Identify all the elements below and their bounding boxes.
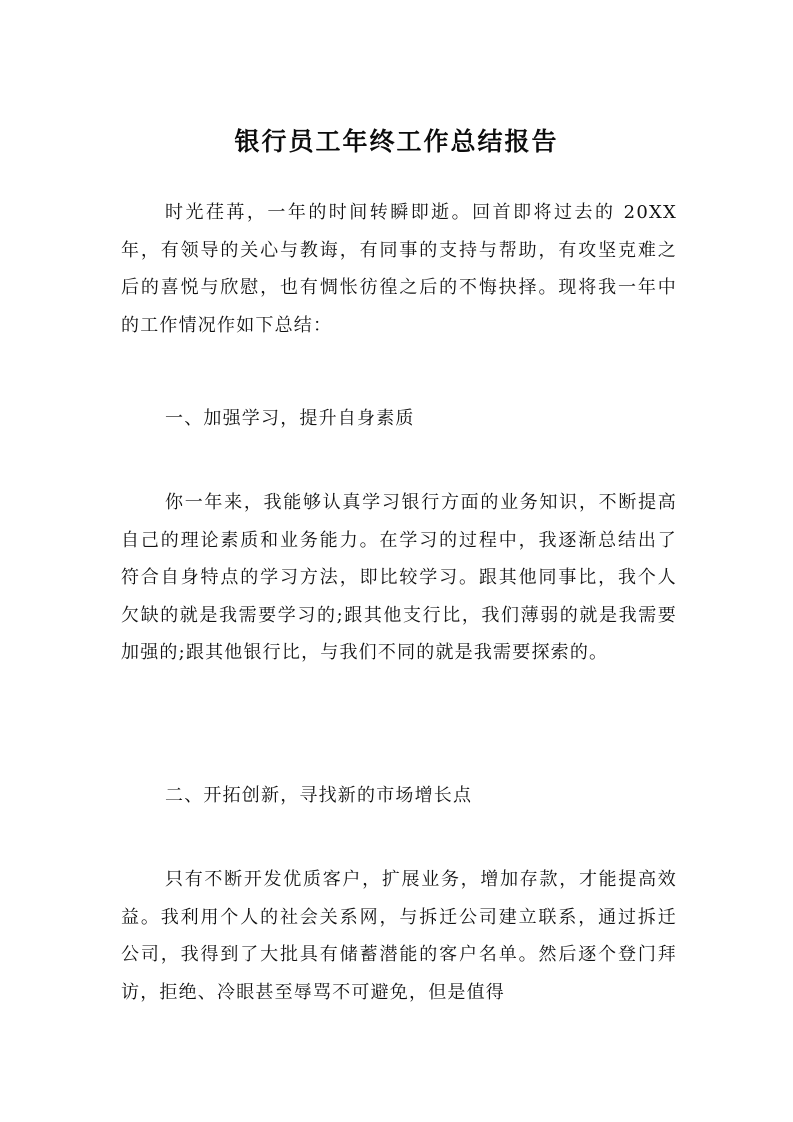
section-heading-1: 一、加强学习，提升自身素质 — [165, 408, 415, 429]
section-1-paragraph: 你一年来，我能够认真学习银行方面的业务知识，不断提高自己的理论素质和业务能力。在学习的过程中，我逐渐总结出了符合自身特点的学习方法，即比较学习。跟其他同事比，我个人欠缺的就是我需要学习的;跟其他支行比，我们薄弱的就是我需要加强的;跟其他银行比，与我们不同的就是我需要探索的。 — [121, 492, 677, 664]
intro-paragraph: 时光荏苒，一年的时间转瞬即逝。回首即将过去的 20XX 年，有领导的关心与教诲，有同事的支持与帮助，有攻坚克难之后的喜悦与欣慰，也有惆怅彷徨之后的不悔抉择。现将我一年中的工作情况作如下总结： — [121, 202, 677, 336]
section-heading-2: 二、开拓创新，寻找新的市场增长点 — [165, 785, 473, 806]
section-2-paragraph: 只有不断开发优质客户，扩展业务，增加存款，才能提高效益。我利用个人的社会关系网，与拆迁公司建立联系，通过拆迁公司，我得到了大批具有储蓄潜能的客户名单。然后逐个登门拜访，拒绝、冷眼甚至辱骂不可避免，但是值得 — [121, 869, 677, 1003]
document-title: 银行员工年终工作总结报告 — [234, 127, 559, 156]
